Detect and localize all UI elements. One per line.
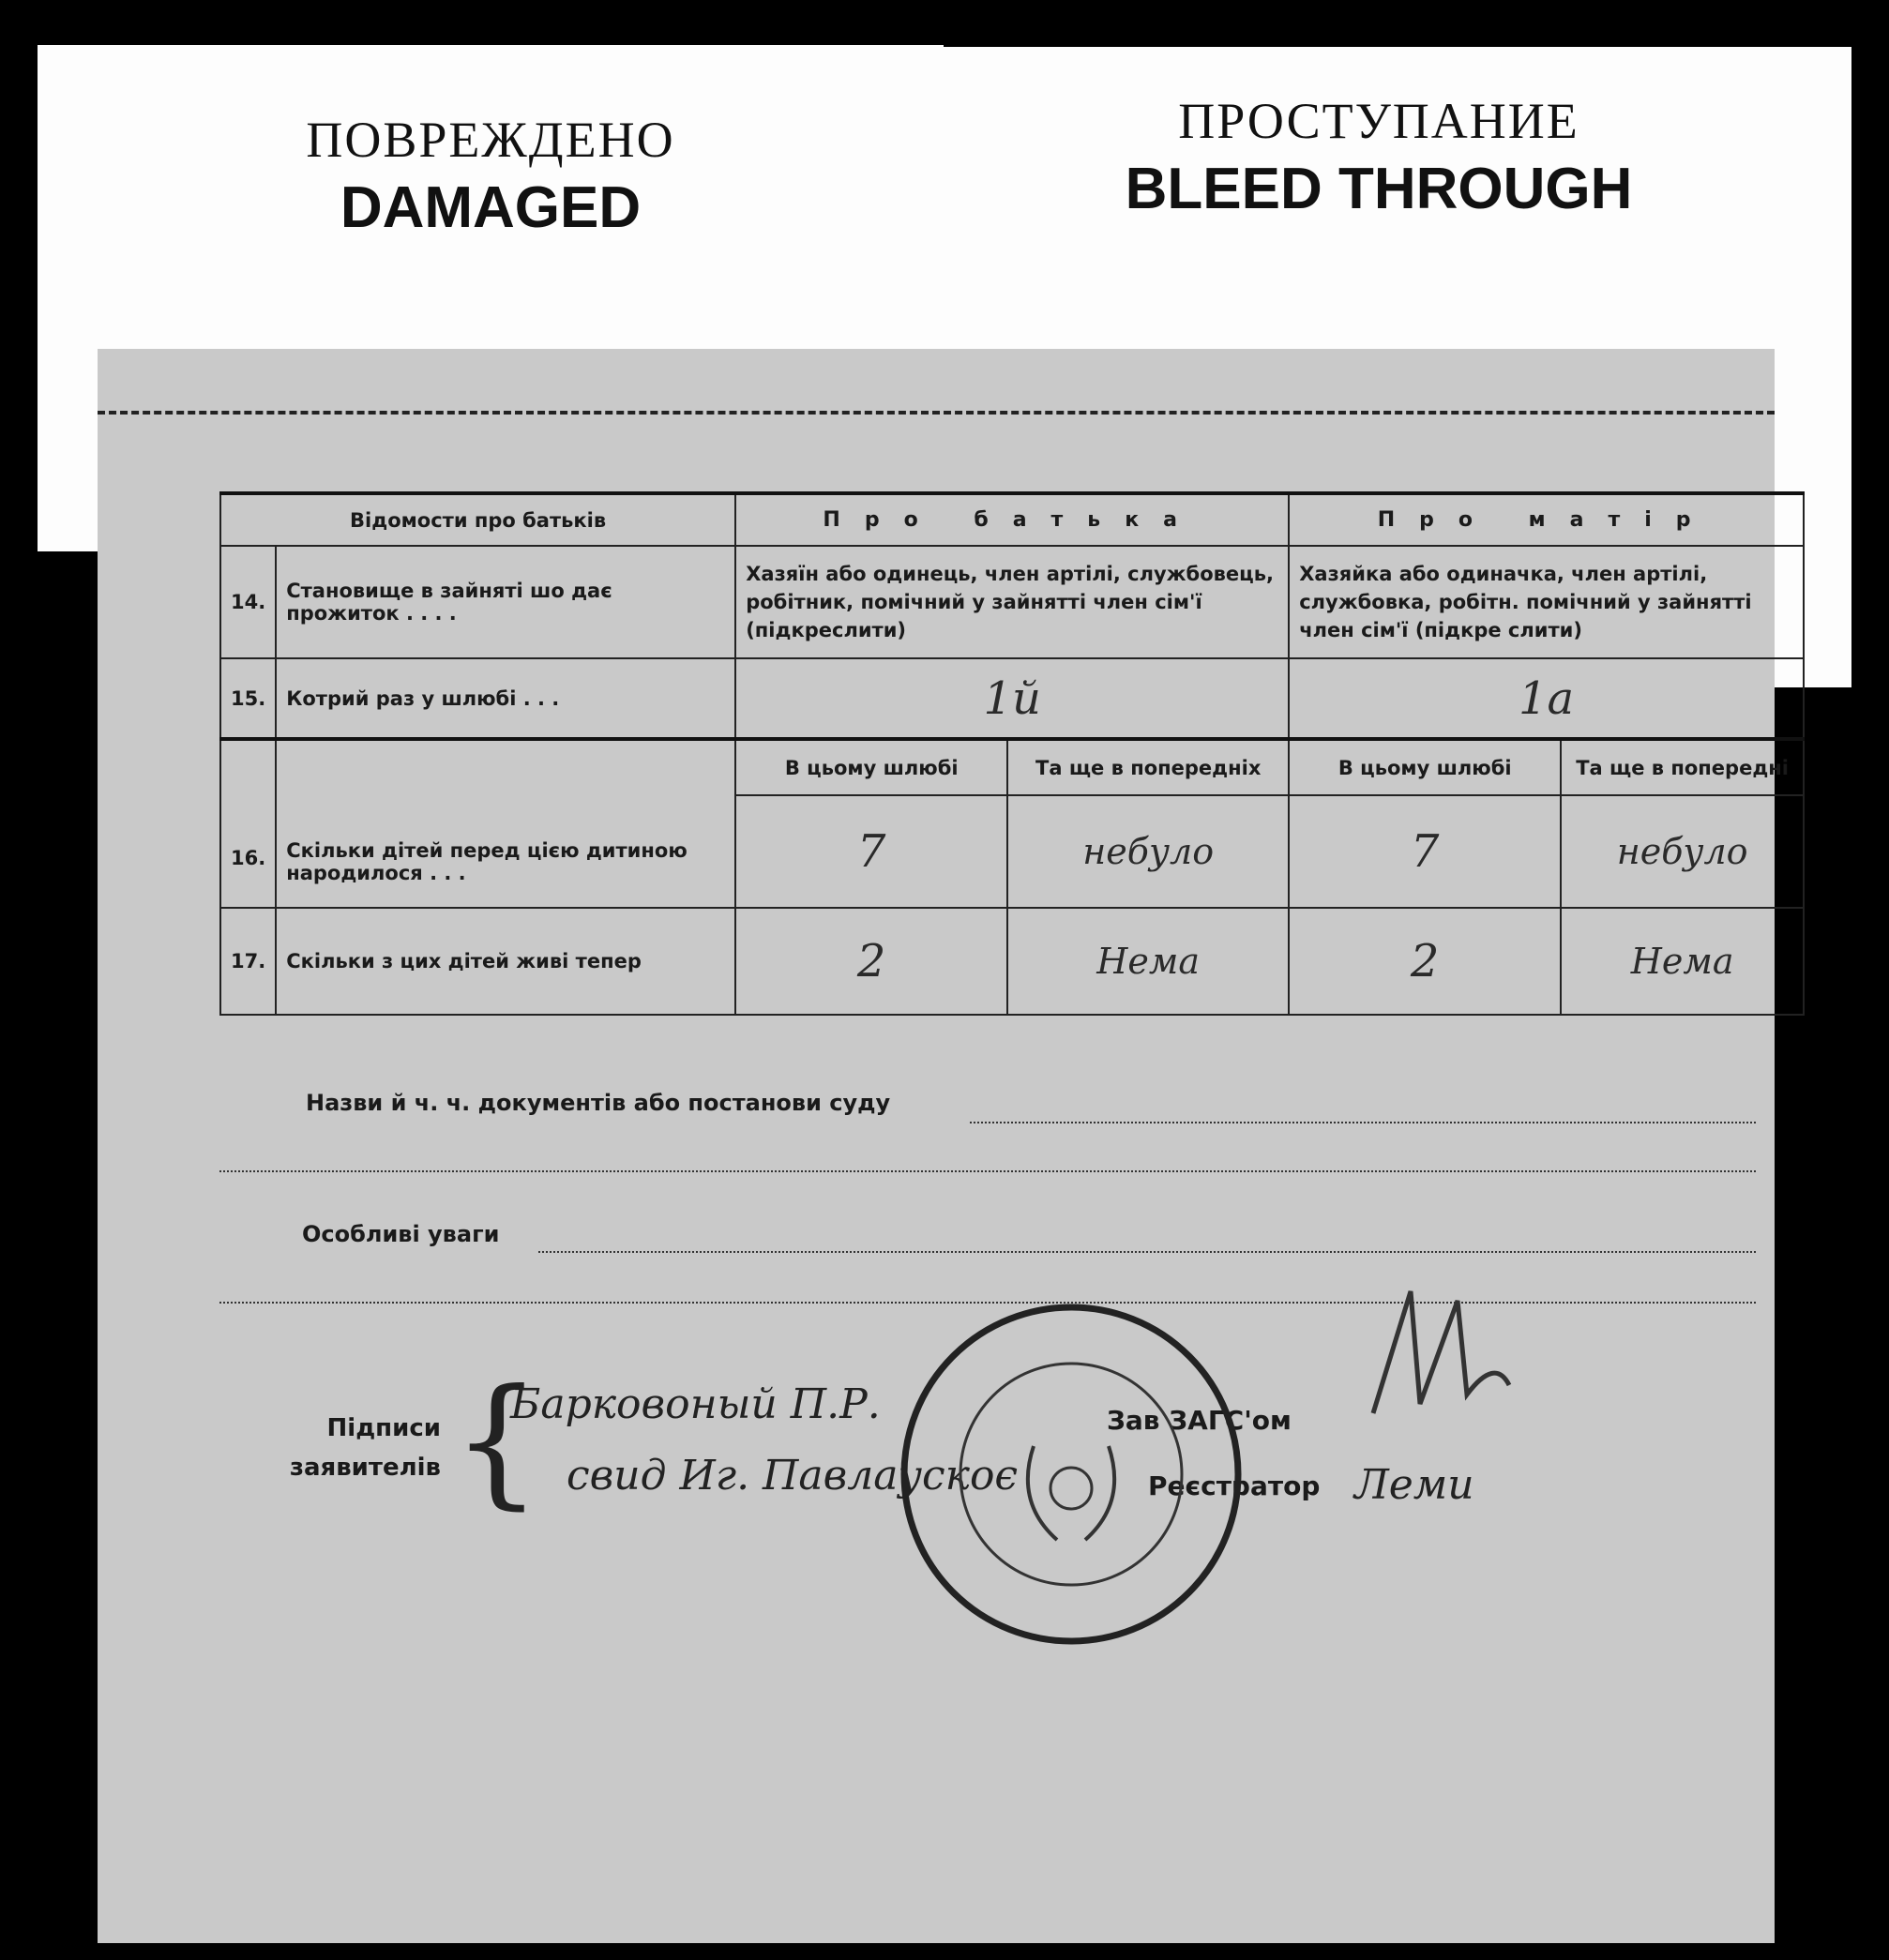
signatures-label-line1: Підписи <box>326 1414 441 1442</box>
mother-children-alive-prev: Нема <box>1561 908 1804 1015</box>
mother-children-alive: 2 <box>1289 908 1561 1015</box>
row-number: 15. <box>220 658 276 739</box>
notes-dotted-line <box>538 1251 1756 1253</box>
documents-label: Назви й ч. ч. документів або постанови суду <box>306 1090 891 1116</box>
row-number: 14. <box>220 546 276 658</box>
damaged-label-en: DAMAGED <box>340 175 642 240</box>
row-label: Скільки з цих дітей живі тепер <box>276 908 735 1015</box>
damaged-label-ru: ПОВРЕЖДЕНО <box>306 112 675 168</box>
father-occupation-options: Хазяїн або одинець, член артілі, службовець, робітник, помічний у зайнятті член сім'ї (підкреслити) <box>735 546 1289 658</box>
subheader-father-previous: Та ще в попередніх <box>1007 739 1289 795</box>
father-children-this: 7 <box>735 795 1007 908</box>
mother-marriage-count: 1а <box>1289 658 1804 739</box>
father-children-alive-prev: Нема <box>1007 908 1289 1015</box>
registrar-label: Реєстратор <box>1148 1470 1321 1501</box>
signature-brace: { <box>452 1360 542 1523</box>
official-round-stamp <box>893 1296 1249 1652</box>
applicant-signature-1: Барковоный П.Р. <box>510 1380 881 1428</box>
mother-children-prev: небуло <box>1561 795 1804 908</box>
subheader-mother-this: В цьому шлюбі <box>1289 739 1561 795</box>
parents-info-table <box>219 491 1805 1016</box>
row-number: 17. <box>220 908 276 1015</box>
header-info-label: Відомости про батьків <box>220 493 735 546</box>
header-mother: Про матір <box>1289 493 1804 546</box>
row-label: Скільки дітей перед цією дитиною народилося . . . <box>276 739 735 908</box>
documents-dotted-line <box>970 1122 1756 1123</box>
header-father: Про батька <box>735 493 1289 546</box>
documents-dotted-line-2 <box>219 1170 1756 1172</box>
bleed-through-label-ru: ПРОСТУПАНИЕ <box>1178 93 1579 149</box>
subheader-father-this: В цьому шлюбі <box>735 739 1007 795</box>
perforation-line <box>98 411 1775 415</box>
registrar-signature: Леми <box>1354 1461 1474 1509</box>
applicant-signature-2: свид Иг. Павлаускоє <box>567 1452 1019 1500</box>
signatures-label-line2: заявителів <box>289 1454 441 1482</box>
row-number: 16. <box>220 739 276 908</box>
mother-children-this: 7 <box>1289 795 1561 908</box>
father-children-alive: 2 <box>735 908 1007 1015</box>
row-label: Становище в зайняті шо дає прожиток . . . . <box>276 546 735 658</box>
signatures-label <box>272 1409 441 1487</box>
mother-occupation-options: Хазяйка або одиначка, член артілі, службовка, робітн. помічний у зайнятті член сім'ї (підкре слити) <box>1289 546 1804 658</box>
father-marriage-count: 1й <box>735 658 1289 739</box>
head-registry-label: Зав ЗАГС'ом <box>1107 1405 1292 1436</box>
head-signature-scribble <box>1354 1273 1523 1441</box>
row-label: Котрий раз у шлюбі . . . <box>276 658 735 739</box>
notes-label: Особливі уваги <box>302 1221 500 1247</box>
father-children-prev: небуло <box>1007 795 1289 908</box>
bleed-through-label-en: BLEED THROUGH <box>1125 157 1633 221</box>
document-sheet <box>98 349 1789 1943</box>
subheader-mother-previous: Та ще в попередні <box>1561 739 1804 795</box>
